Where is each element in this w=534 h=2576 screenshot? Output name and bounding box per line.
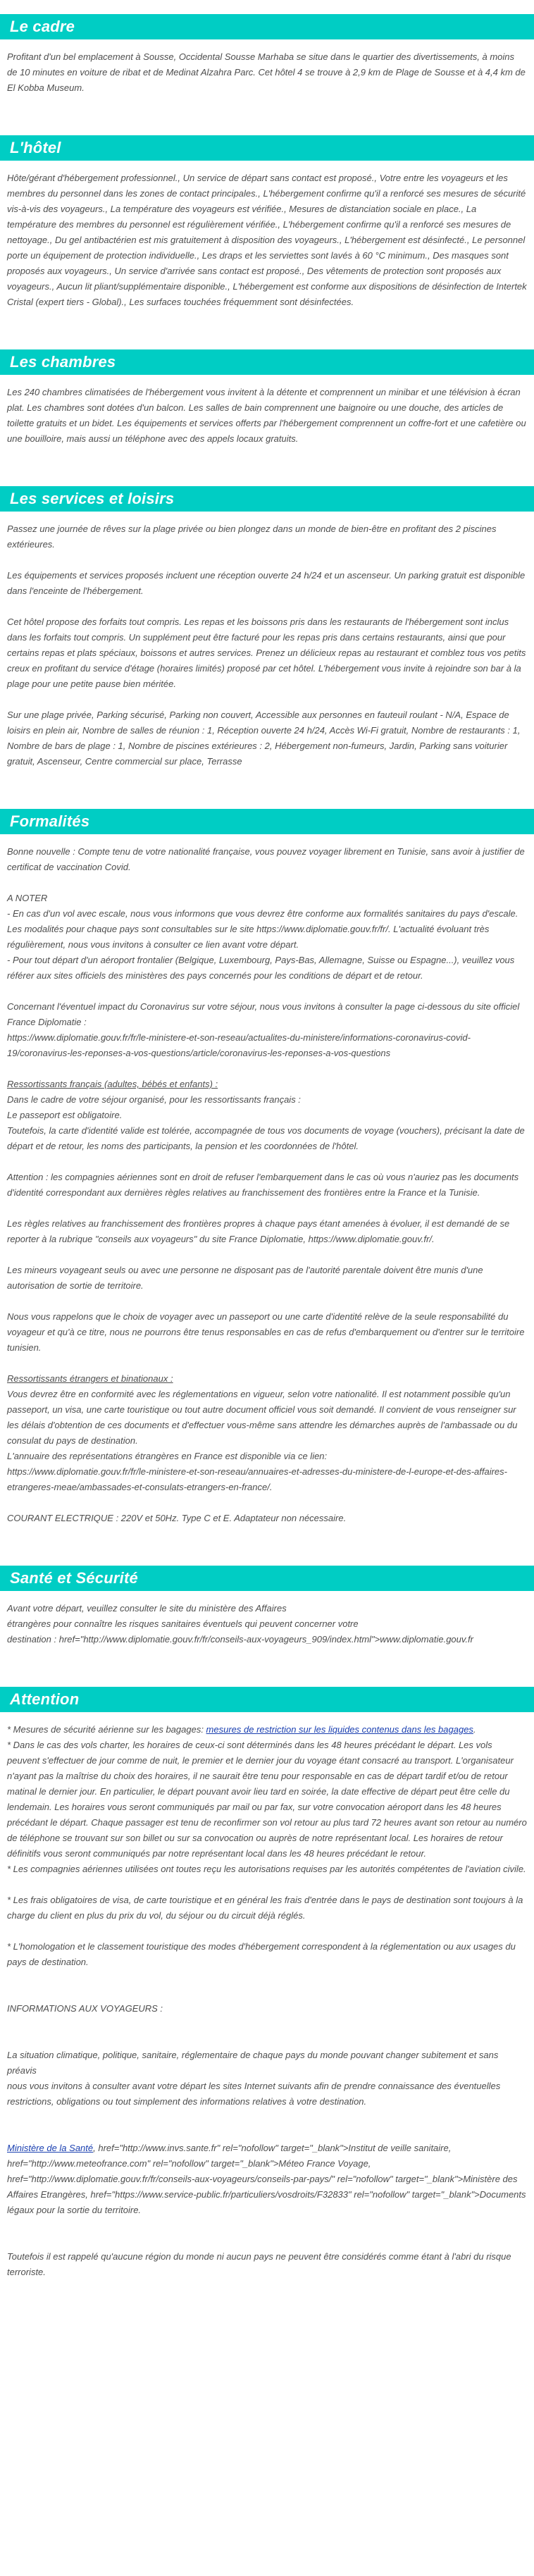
section-body: [0, 49, 534, 96]
section-banner: [0, 486, 534, 512]
section-body: [0, 1722, 534, 2280]
section-body: [0, 1601, 534, 1647]
section-body: [0, 385, 534, 447]
french-nationals-text: Dans le cadre de votre séjour organisé, pour les ressortissants français : Le passeport est obligatoire. Toutefois, la carte d'identité valide est tolérée, accompagnée de tous vos documents de voyage (vouchers), précisant la date de départ et de retour, les noms des participants, la pension et les coordonnées de l'hôtel.: [7, 1094, 525, 1151]
health-ministry-link[interactable]: Ministère de la Santé: [7, 2143, 94, 2153]
cadre-paragraph: Profitant d'un bel emplacement à Sousse, Occidental Sousse Marhaba se situe dans le quartier des divertissements, à moins de 10 minutes en voiture de ribat et de Medinat Alzahra Parc. Cet hôtel 4 se trouve à 2,9 km de Plage de Sousse et à 4,4 km de El Kobba Museum.: [7, 51, 526, 93]
section-banner: [0, 1566, 534, 1591]
services-paragraph-2: Les équipements et services proposés incluent une réception ouverte 24 h/24 et un ascenseur. Un parking gratuit est disponible dans l'enceinte de l'hébergement.: [7, 570, 526, 596]
french-nationals-heading: Ressortissants français (adultes, bébés et enfants) :: [7, 1079, 218, 1089]
services-paragraph-1: Passez une journée de rêves sur la plage privée ou bien plongez dans un monde de bien-être en profitant des 2 piscines extérieures.: [7, 524, 497, 550]
section-title-services: Les services et loisirs: [10, 490, 175, 507]
section-banner: [0, 349, 534, 375]
section-body: [0, 521, 534, 769]
formalites-paragraph-10: COURANT ELECTRIQUE : 220V et 50Hz. Type C et E. Adaptateur non nécessaire.: [7, 1513, 347, 1523]
services-paragraph-3: Cet hôtel propose des forfaits tout compris. Les repas et les boissons pris dans les restaurants de l'hébergement sont inclus dans les forfaits tout compris. Un supplément peut être facturé pour les repas pris dans certains restaurants, ainsi que pour certains repas et plats spéciaux, boissons et autres services. Prenez un délicieux repas au restaurant et comblez tous vos petits creux en profitant du service d'étage (horaires limités) proposé par cet hôtel. L'hébergement vous invite à rejoindre son bar à la plage pour une petite pause bien méritée.: [7, 617, 526, 689]
sante-paragraph: Avant votre départ, veuillez consulter le site du ministère des Affaires étrangères pour connaître les risques sanitaires éventuels qui peuvent concerner votre destination : href="http://www.diplomatie.gouv.fr/fr/conseils-aux-voyageurs_909/index.html">www.diplomatie.gouv.fr: [7, 1603, 473, 1645]
section-sante: [0, 1566, 534, 1647]
formalites-paragraph-6: Les règles relatives au franchissement des frontières propres à chaque pays étant amenées à évoluer, il est demandé de se reporter à la rubrique "conseils aux voyageurs" du site France Diplomatie, https://www.diplomatie.gouv.fr/.: [7, 1218, 510, 1244]
formalites-paragraph-2: A NOTER - En cas d'un vol avec escale, nous vous informons que vous devrez être conforme aux formalités sanitaires du pays d'escale. Les modalités pour chaque pays sont consultables sur le site https://www.diplomatie.gouv.fr/fr/. L'actualité évoluant très régulièrement, nous vous invitons à consulter ce lien avant votre départ. - Pour tout départ d'un aéroport frontalier (Belgique, Luxembourg, Pays-Bas, Allemagne, Suisse ou Espagne...), veuillez vous référer aux sites officiels des ministères des pays concernés pour les conditions de départ et de retour.: [7, 893, 519, 981]
attention-paragraph-2: * Dans le cas des vols charter, les horaires de ceux-ci sont déterminés dans les 48 heures précédant le départ. Les vols peuvent s'effectuer de jour comme de nuit, le premier et le dernier jour du voyage étant consacré au transport. L'organisateur n'ayant pas la maîtrise du choix des horaires, il ne saurait être tenu pour responsable en cas de départ tardif et/ou de retour matinal le dernier jour. En particulier, le départ pouvant avoir lieu tard en soirée, la date effective de départ peut être celle du lendemain. Les horaires vous seront communiqués par mail ou par fax, sur votre convocation aéroport dans les 48 heures précédant le départ. Chaque passager est tenu de reconfirmer son vol retour au plus tard 72 heures avant son retour au numéro de téléphone se trouvant sur son billet ou sur sa convocation ou auprès de notre représentant local. Les horaires de retour définitifs vous seront communiqués par notre représentant local dans les 48 heures précédant le retour. * Les compagnies aériennes utilisées ont toutes reçu les autorisations requises par les autorités compétentes de l'aviation civile.: [7, 1740, 527, 1874]
liquids-restriction-link[interactable]: mesures de restriction sur les liquides contenus dans les bagages: [206, 1724, 473, 1735]
formalites-paragraph-9: [7, 1371, 527, 1495]
resource-links-text: , href="http://www.invs.sante.fr" rel="nofollow" target="_blank">Institut de veille sanitaire, href="http://www.meteofrance.com" rel="nofollow" target="_blank">Méteo France Voyage, href="http://www.diplomatie.gouv.fr/fr/conseils-aux-voyageurs/conseils-par-pays/" rel="nofollow" target="_blank">Ministère des Affaires Etrangères, href="https://www.service-public.fr/particuliers/vosdroits/F32833" rel="nofollow" target="_blank">Documents légaux pour la sortie du territoire.: [7, 2143, 526, 2215]
section-attention: [0, 1687, 534, 2280]
section-banner: [0, 1687, 534, 1712]
baggage-security-prefix: * Mesures de sécurité aérienne sur les bagages:: [7, 1724, 206, 1735]
formalites-paragraph-5: Attention : les compagnies aériennes sont en droit de refuser l'embarquement dans le cas où vous n'auriez pas les documents d'identité correspondant aux dernières règles relatives au franchissement des frontières entre la France et la Tunisie.: [7, 1172, 519, 1198]
section-banner: [0, 809, 534, 834]
attention-paragraph-5: INFORMATIONS AUX VOYAGEURS :: [7, 2003, 163, 2014]
section-banner: [0, 14, 534, 39]
section-title-formalites: Formalités: [10, 812, 90, 830]
section-cadre: [0, 14, 534, 96]
section-services: [0, 486, 534, 769]
baggage-security-suffix: .: [473, 1724, 476, 1735]
section-chambres: [0, 349, 534, 447]
section-title-attention: Attention: [10, 1690, 80, 1708]
formalites-paragraph-8: Nous vous rappelons que le choix de voyager avec un passeport ou une carte d'identité relève de la seule responsabilité du voyageur et qu'à ce titre, nous ne pourrons être tenus responsables en cas de refus d'embarquement ou d'entrer sur le territoire tunisien.: [7, 1311, 525, 1353]
attention-paragraph-6: La situation climatique, politique, sanitaire, réglementaire de chaque pays du monde pouvant changer subitement et sans préavis nous vous invitons à consulter avant votre départ les sites Internet suivants afin de prendre connaissance des éventuelles restrictions, obligations ou tout simplement des informations relatives à votre destination.: [7, 2050, 501, 2107]
services-paragraph-4: Sur une plage privée, Parking sécurisé, Parking non couvert, Accessible aux personnes en fauteuil roulant - N/A, Espace de loisirs en plein air, Nombre de salles de réunion : 1, Réception ouverte 24 h/24, Accès Wi-Fi gratuit, Nombre de restaurants : 1, Nombre de bars de plage : 1, Nombre de piscines extérieures : 2, Hébergement non-fumeurs, Jardin, Parking sans voiturier gratuit, Ascenseur, Centre commercial sur place, Terrasse: [7, 710, 521, 767]
attention-paragraph-7: [7, 2141, 527, 2218]
section-title-hotel: L'hôtel: [10, 139, 61, 156]
formalites-paragraph-7: Les mineurs voyageant seuls ou avec une personne ne disposant pas de l'autorité parentale doivent être munis d'une autorisation de sortie de territoire.: [7, 1265, 483, 1291]
section-body: [0, 844, 534, 1526]
formalites-paragraph-3: Concernant l'éventuel impact du Coronavirus sur votre séjour, nous vous invitons à consulter la page ci-dessous du site officiel France Diplomatie : https://www.diplomatie.gouv.fr/fr/le-ministere-et-son-reseau/actualites-du-ministere/informations-coronavirus-covid-19/coronavirus-les-reponses-a-vos-questions/article/coronavirus-les-reponses-a-vos-questions: [7, 1001, 520, 1058]
formalites-paragraph-4: [7, 1077, 527, 1154]
section-title-chambres: Les chambres: [10, 353, 116, 371]
section-title-cadre: Le cadre: [10, 18, 75, 35]
section-body: [0, 171, 534, 310]
section-hotel: [0, 135, 534, 310]
foreign-nationals-heading: Ressortissants étrangers et binationaux :: [7, 1373, 173, 1384]
attention-paragraph-1: [7, 1722, 527, 1738]
foreign-nationals-text: Vous devrez être en conformité avec les réglementations en vigueur, selon votre nationalité. Il est notamment possible qu'un passeport, un visa, une carte touristique ou tout autre document officiel vous soit demandé. Il convient de vous renseigner sur les délais d'obtention de ces documents et d'effectuer vous-même sans attendre les démarches auprès de l'ambassade ou du consulat du pays de destination. L'annuaire des représentations étrangères en France est disponible via ce lien: https://www.diplomatie.gouv.fr/fr/le-ministere-et-son-reseau/annuaires-et-adresses-du-ministere-de-l-europe-et-des-affaires-etrangeres-meae/ambassades-et-consulats-etrangers-en-france/.: [7, 1389, 518, 1492]
section-banner: [0, 135, 534, 161]
chambres-paragraph: Les 240 chambres climatisées de l'hébergement vous invitent à la détente et comprennent un minibar et une télévision à écran plat. Les chambres sont dotées d'un balcon. Les salles de bain comprennent une baignoire ou une douche, des articles de toilette gratuits et un bidet. Les équipements et services offerts par l'hébergement comprennent un coffre-fort et une cafetière ou une bouilloire, mais aussi un téléphone avec des appels locaux gratuits.: [7, 387, 526, 444]
hotel-paragraph: Hôte/gérant d'hébergement professionnel., Un service de départ sans contact est proposé., Votre entre les voyageurs et les membres du personnel dans les zones de contact principales., L'hébergement confirme qu'il a renforcé ses mesures de sécurité vis-à-vis des voyageurs., La température des voyageurs est vérifiée., Mesures de distanciation sociale en place., La température des membres du personnel est régulièrement vérifiée., L'hébergement confirme qu'il a renforcé ses mesures de nettoyage., Du gel antibactérien est mis gratuitement à disposition des voyageurs., L'hébergement est désinfecté., Le personnel porte un équipement de protection individuelle., Les draps et les serviettes sont lavés à 60 °C minimum., Des masques sont proposés aux voyageurs., Un service d'arrivée sans contact est proposé., Des vêtements de protection sont proposés aux voyageurs., Aucun lit pliant/supplémentaire disponible., L'hébergement est conforme aux dispositions de désinfection de Intertek Cristal (expert tiers - Global)., Les surfaces touchées fréquemment sont désinfectées.: [7, 173, 527, 307]
section-title-sante: Santé et Sécurité: [10, 1569, 138, 1587]
attention-paragraph-4: * L'homologation et le classement touristique des modes d'hébergement correspondent à la réglementation ou aux usages du pays de destination.: [7, 1941, 516, 1967]
section-formalites: [0, 809, 534, 1526]
attention-paragraph-8: Toutefois il est rappelé qu'aucune région du monde ni aucun pays ne peuvent être considérés comme étant à l'abri du risque terroriste.: [7, 2251, 511, 2277]
attention-paragraph-3: * Les frais obligatoires de visa, de carte touristique et en général les frais d'entrée dans le pays de destination sont toujours à la charge du client en plus du prix du vol, du séjour ou du circuit déjà réglés.: [7, 1895, 523, 1921]
formalites-paragraph-1: Bonne nouvelle : Compte tenu de votre nationalité française, vous pouvez voyager librement en Tunisie, sans avoir à justifier de certificat de vaccination Covid.: [7, 846, 525, 872]
